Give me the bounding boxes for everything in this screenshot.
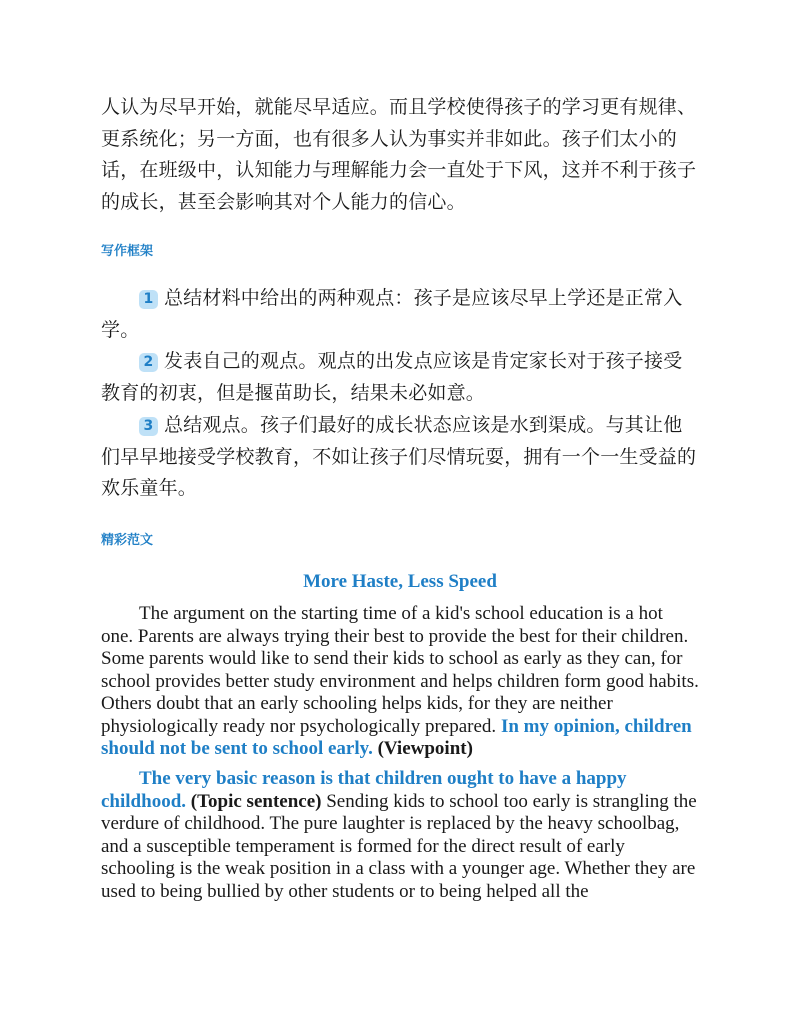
- intro-paragraph: 人认为尽早开始，就能尽早适应。而且学校使得孩子的学习更有规律、更系统化；另一方面，也有很多人认为事实并非如此。孩子们太小的话，在班级中，认知能力与理解能力会一直处于下风，这并不利于孩子的成长，甚至会影响其对个人能力的信心。: [101, 96, 697, 213]
- p1-body: The argument on the starting time of a kid's school education is a hot one. Parents are always trying their best to provide the best for their children. Some parents would like to send their kids to school as early as they can, for school provides better study environment and helps children form good habits. Others doubt that an early schooling helps kids, for they are neither physiologically ready nor psychologically prepared.: [101, 603, 699, 737]
- number-badge-1: 1: [139, 290, 158, 309]
- framework-item-1-text: 总结材料中给出的两种观点：孩子是应该尽早上学还是正常入学。: [101, 287, 683, 341]
- essay-paragraph-1: [101, 603, 699, 761]
- framework-item-2: [101, 346, 699, 409]
- framework-item-3: [101, 410, 699, 505]
- number-badge-3: 3: [139, 417, 158, 436]
- framework-item-2-text: 发表自己的观点。观点的出发点应该是肯定家长对于孩子接受教育的初衷，但是揠苗助长，结果未必如意。: [101, 350, 683, 404]
- framework-heading: 写作框架: [101, 244, 154, 259]
- essay-paragraph-2: [101, 768, 699, 903]
- topic-sentence: The very basic reason is that children ought to have a happy childhood.: [101, 768, 627, 812]
- framework-item-3-text: 总结观点。孩子们最好的成长状态应该是水到渠成。与其让他们早早地接受学校教育，不如让孩子们尽情玩耍，拥有一个一生受益的欢乐童年。: [101, 414, 697, 499]
- number-badge-2: 2: [139, 353, 158, 372]
- p2-body: Sending kids to school too early is strangling the verdure of childhood. The pure laughter is replaced by the heavy schoolbag, and a susceptible temperament is formed for the direct result of early schooling is the weak position in a class with a younger age. Whether they are used to being bullied by other students or to being helped all the: [101, 790, 697, 902]
- topic-sentence-tag: (Topic sentence): [186, 790, 322, 812]
- framework-item-1: [101, 283, 699, 346]
- viewpoint-tag: (Viewpoint): [372, 738, 473, 759]
- essay-title: More Haste, Less Speed: [303, 571, 497, 592]
- viewpoint-sentence: In my opinion, children should not be sent to school early.: [101, 715, 692, 759]
- sample-essay-heading: 精彩范文: [101, 533, 154, 548]
